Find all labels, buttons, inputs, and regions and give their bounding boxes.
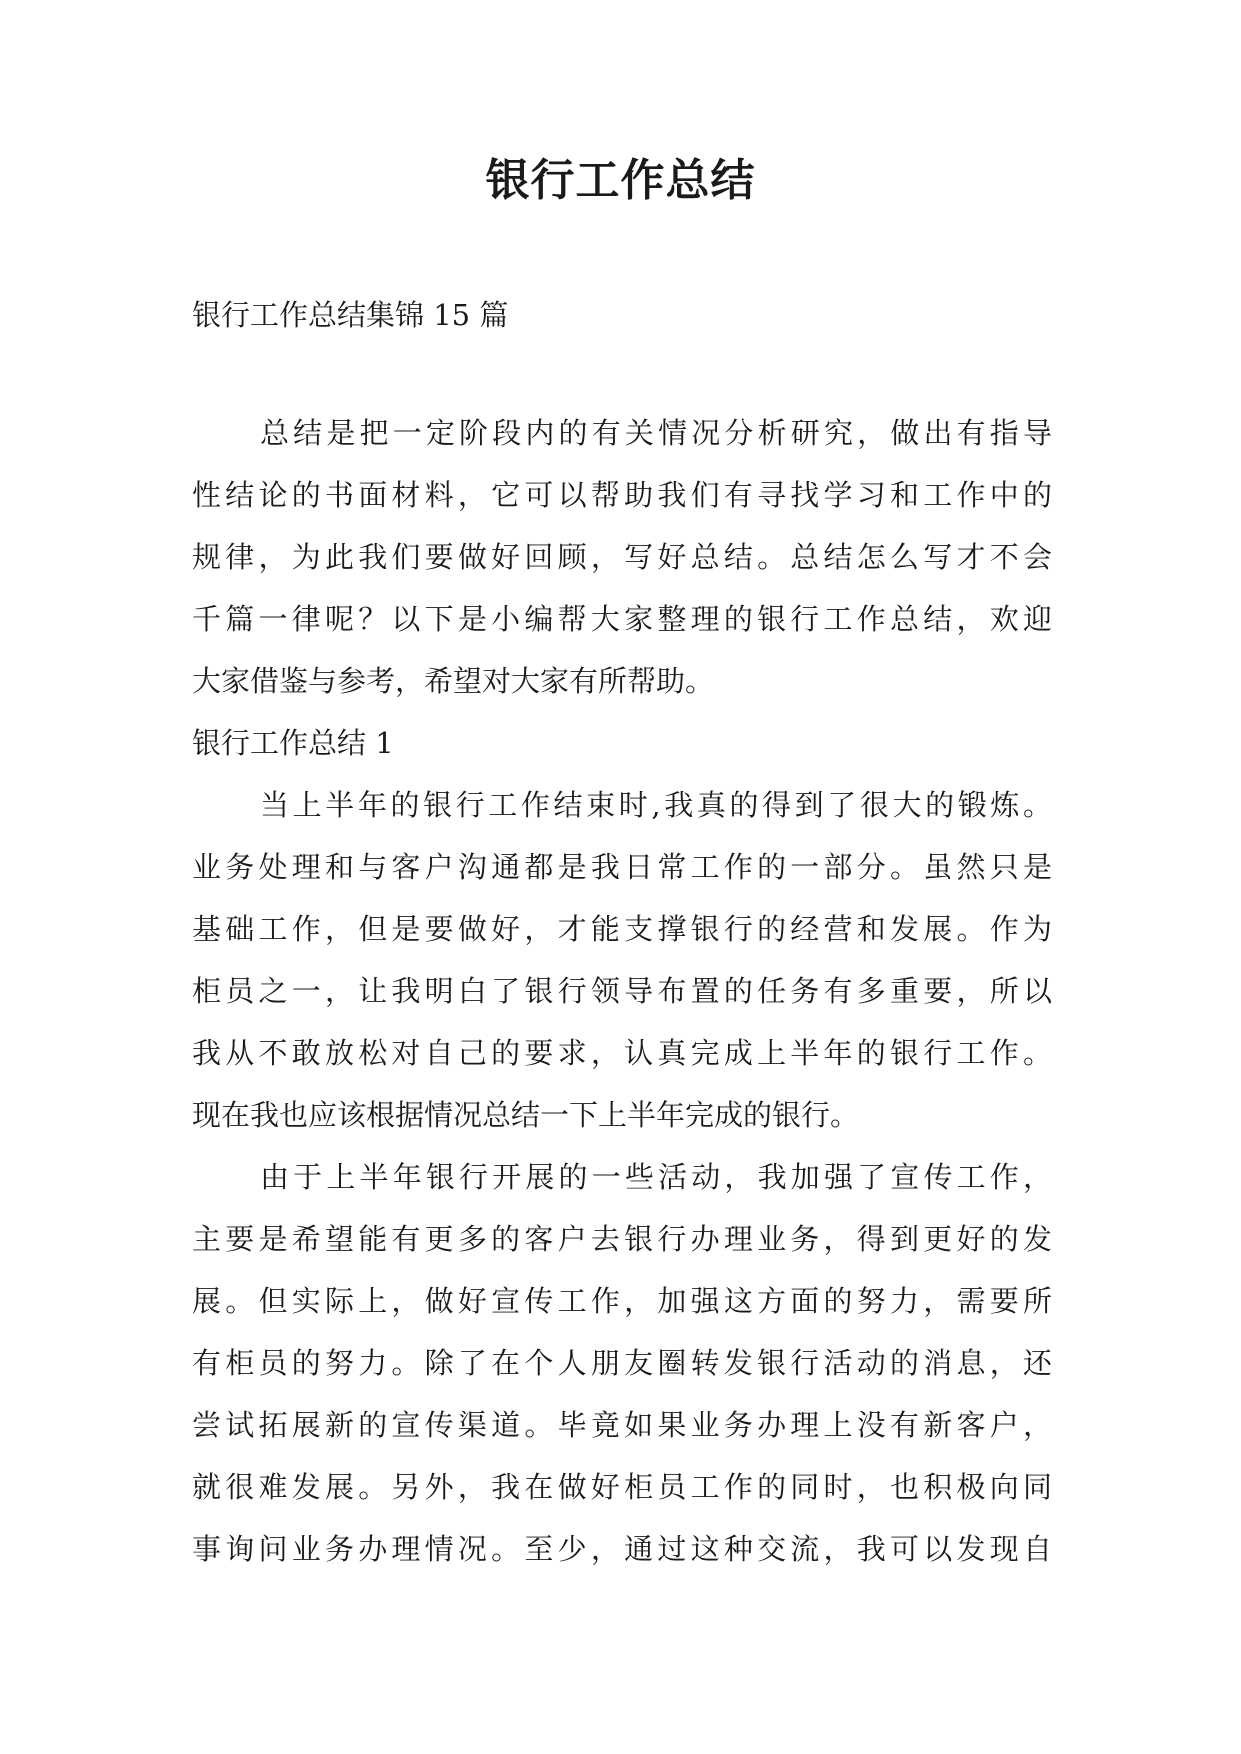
section-paragraph-2 xyxy=(192,1146,1052,1580)
intro-paragraph xyxy=(192,402,1052,712)
paragraph-line: 事询问业务办理情况。至少，通过这种交流，我可以发现自 xyxy=(192,1532,1052,1566)
paragraph-line: 当上半年的银行工作结束时,我真的得到了很大的锻炼。 xyxy=(260,788,1052,822)
intro-line: 总结是把一定阶段内的有关情况分析研究，做出有指导 xyxy=(260,416,1052,450)
paragraph-line: 我从不敢放松对自己的要求，认真完成上半年的银行工作。 xyxy=(192,1036,1052,1070)
intro-line: 规律，为此我们要做好回顾，写好总结。总结怎么写才不会 xyxy=(192,540,1052,574)
paragraph-line: 展。但实际上，做好宣传工作，加强这方面的努力，需要所 xyxy=(192,1284,1052,1318)
section-paragraph-1 xyxy=(192,774,1052,1146)
paragraph-line: 尝试拓展新的宣传渠道。毕竟如果业务办理上没有新客户， xyxy=(192,1408,1052,1442)
paragraph-line: 现在我也应该根据情况总结一下上半年完成的银行。 xyxy=(192,1098,860,1132)
paragraph-line: 有柜员的努力。除了在个人朋友圈转发银行活动的消息，还 xyxy=(192,1346,1052,1380)
intro-line: 性结论的书面材料，它可以帮助我们有寻找学习和工作中的 xyxy=(192,478,1052,512)
section-heading: 银行工作总结 1 xyxy=(192,726,394,760)
paragraph-line: 业务处理和与客户沟通都是我日常工作的一部分。虽然只是 xyxy=(192,850,1052,884)
paragraph-line: 基础工作，但是要做好，才能支撑银行的经营和发展。作为 xyxy=(192,912,1052,946)
paragraph-line: 柜员之一，让我明白了银行领导布置的任务有多重要，所以 xyxy=(192,974,1052,1008)
intro-line: 千篇一律呢？以下是小编帮大家整理的银行工作总结，欢迎 xyxy=(192,602,1052,636)
document-title: 银行工作总结 xyxy=(485,155,756,206)
document-subtitle: 银行工作总结集锦 15 篇 xyxy=(192,298,509,332)
paragraph-line: 主要是希望能有更多的客户去银行办理业务，得到更好的发 xyxy=(192,1222,1052,1256)
paragraph-line: 由于上半年银行开展的一些活动，我加强了宣传工作， xyxy=(260,1160,1052,1194)
paragraph-line: 就很难发展。另外，我在做好柜员工作的同时，也积极向同 xyxy=(192,1470,1052,1504)
section-1 xyxy=(192,712,1052,1580)
intro-line: 大家借鉴与参考，希望对大家有所帮助。 xyxy=(192,664,715,698)
